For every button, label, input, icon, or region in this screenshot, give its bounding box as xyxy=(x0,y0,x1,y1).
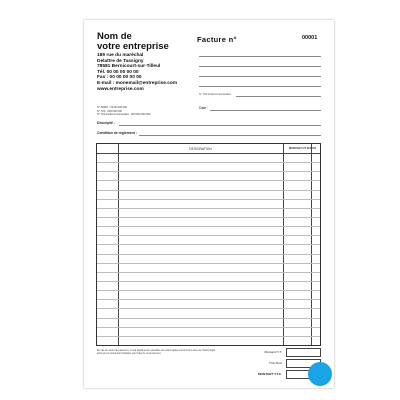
company-website: www.entreprise.com xyxy=(97,86,144,92)
conditions-label: Condition de règlement : xyxy=(97,131,137,135)
table-row[interactable] xyxy=(97,318,320,319)
client-line[interactable] xyxy=(199,86,321,87)
montant-ht-label: Montant H.T. xyxy=(264,350,282,354)
montant-ht-field[interactable] xyxy=(286,348,321,357)
company-legal-info xyxy=(97,106,187,117)
tva-label: TVA Taux xyxy=(269,361,282,365)
invoice-number: 00001 xyxy=(302,35,318,41)
company-address xyxy=(97,53,207,92)
tva-intra-label: N° TVA intracommunautaire : xyxy=(199,93,233,96)
date-line[interactable] xyxy=(210,110,321,111)
table-row[interactable] xyxy=(97,336,320,337)
client-line[interactable] xyxy=(199,76,321,77)
descriptif-label: Descriptif : xyxy=(97,121,115,125)
table-row[interactable] xyxy=(97,208,320,209)
invoice-sheet xyxy=(84,20,334,388)
table-row[interactable] xyxy=(97,299,320,300)
table-row[interactable] xyxy=(97,162,320,163)
accent-dot xyxy=(308,362,332,386)
company-name-line2: votre entreprise xyxy=(97,41,169,52)
address-line3: 78581 Bernicourt-sur-Tilleul xyxy=(97,64,161,70)
table-row[interactable] xyxy=(97,272,320,273)
payment-terms-note: En cas de retard de paiement, il sera appliqué des pénalités de retard égales à trois fois le taux de l'intérêt légal, ainsi qu'une indemnité forfaitaire pour frais de recouvrement. xyxy=(97,349,216,356)
address-line2: Delattre de Tassigny xyxy=(97,58,144,64)
table-row[interactable] xyxy=(97,254,320,255)
date-label: Date : xyxy=(199,106,209,110)
company-name-line1: Nom de xyxy=(97,31,132,42)
ttc-label: MONTANT T.T.C. xyxy=(257,372,282,376)
table-row[interactable] xyxy=(97,263,320,264)
table-row[interactable] xyxy=(97,308,320,309)
company-fax: Fax : 00 00 00 00 00 xyxy=(97,75,142,81)
legal-line3: N° TVA intracommunautaire : 000 000 000 000 xyxy=(97,113,151,117)
amount-header: MONTANT HT EUROS xyxy=(289,147,316,150)
header-divider xyxy=(97,153,320,154)
table-row[interactable] xyxy=(97,281,320,282)
designation-header: DESIGNATION xyxy=(189,146,212,151)
table-row[interactable] xyxy=(97,199,320,200)
designation-table xyxy=(96,143,321,346)
table-row[interactable] xyxy=(97,217,320,218)
table-row[interactable] xyxy=(97,171,320,172)
address-line1: 189 rue du maréchal xyxy=(97,53,144,58)
client-line[interactable] xyxy=(199,56,321,57)
company-name xyxy=(97,32,207,52)
company-tel: Tél. 00 00 00 00 00 xyxy=(97,69,139,75)
table-row[interactable] xyxy=(97,180,320,181)
table-row[interactable] xyxy=(97,290,320,291)
tva-intra-line[interactable] xyxy=(236,96,321,97)
table-row[interactable] xyxy=(97,244,320,245)
conditions-line[interactable] xyxy=(139,135,321,136)
table-row[interactable] xyxy=(97,226,320,227)
client-line[interactable] xyxy=(199,66,321,67)
descriptif-line[interactable] xyxy=(119,125,321,126)
legal-line2: N° TVA : 000 000 000 xyxy=(97,109,122,113)
table-row[interactable] xyxy=(97,190,320,191)
table-row[interactable] xyxy=(97,235,320,236)
company-email: E-mail : monemail@entreprise.com xyxy=(97,80,178,86)
legal-line1: N° SIRET : 00 00 000 000 xyxy=(97,106,127,109)
invoice-title: Facture n° xyxy=(197,35,237,44)
table-row[interactable] xyxy=(97,327,320,328)
